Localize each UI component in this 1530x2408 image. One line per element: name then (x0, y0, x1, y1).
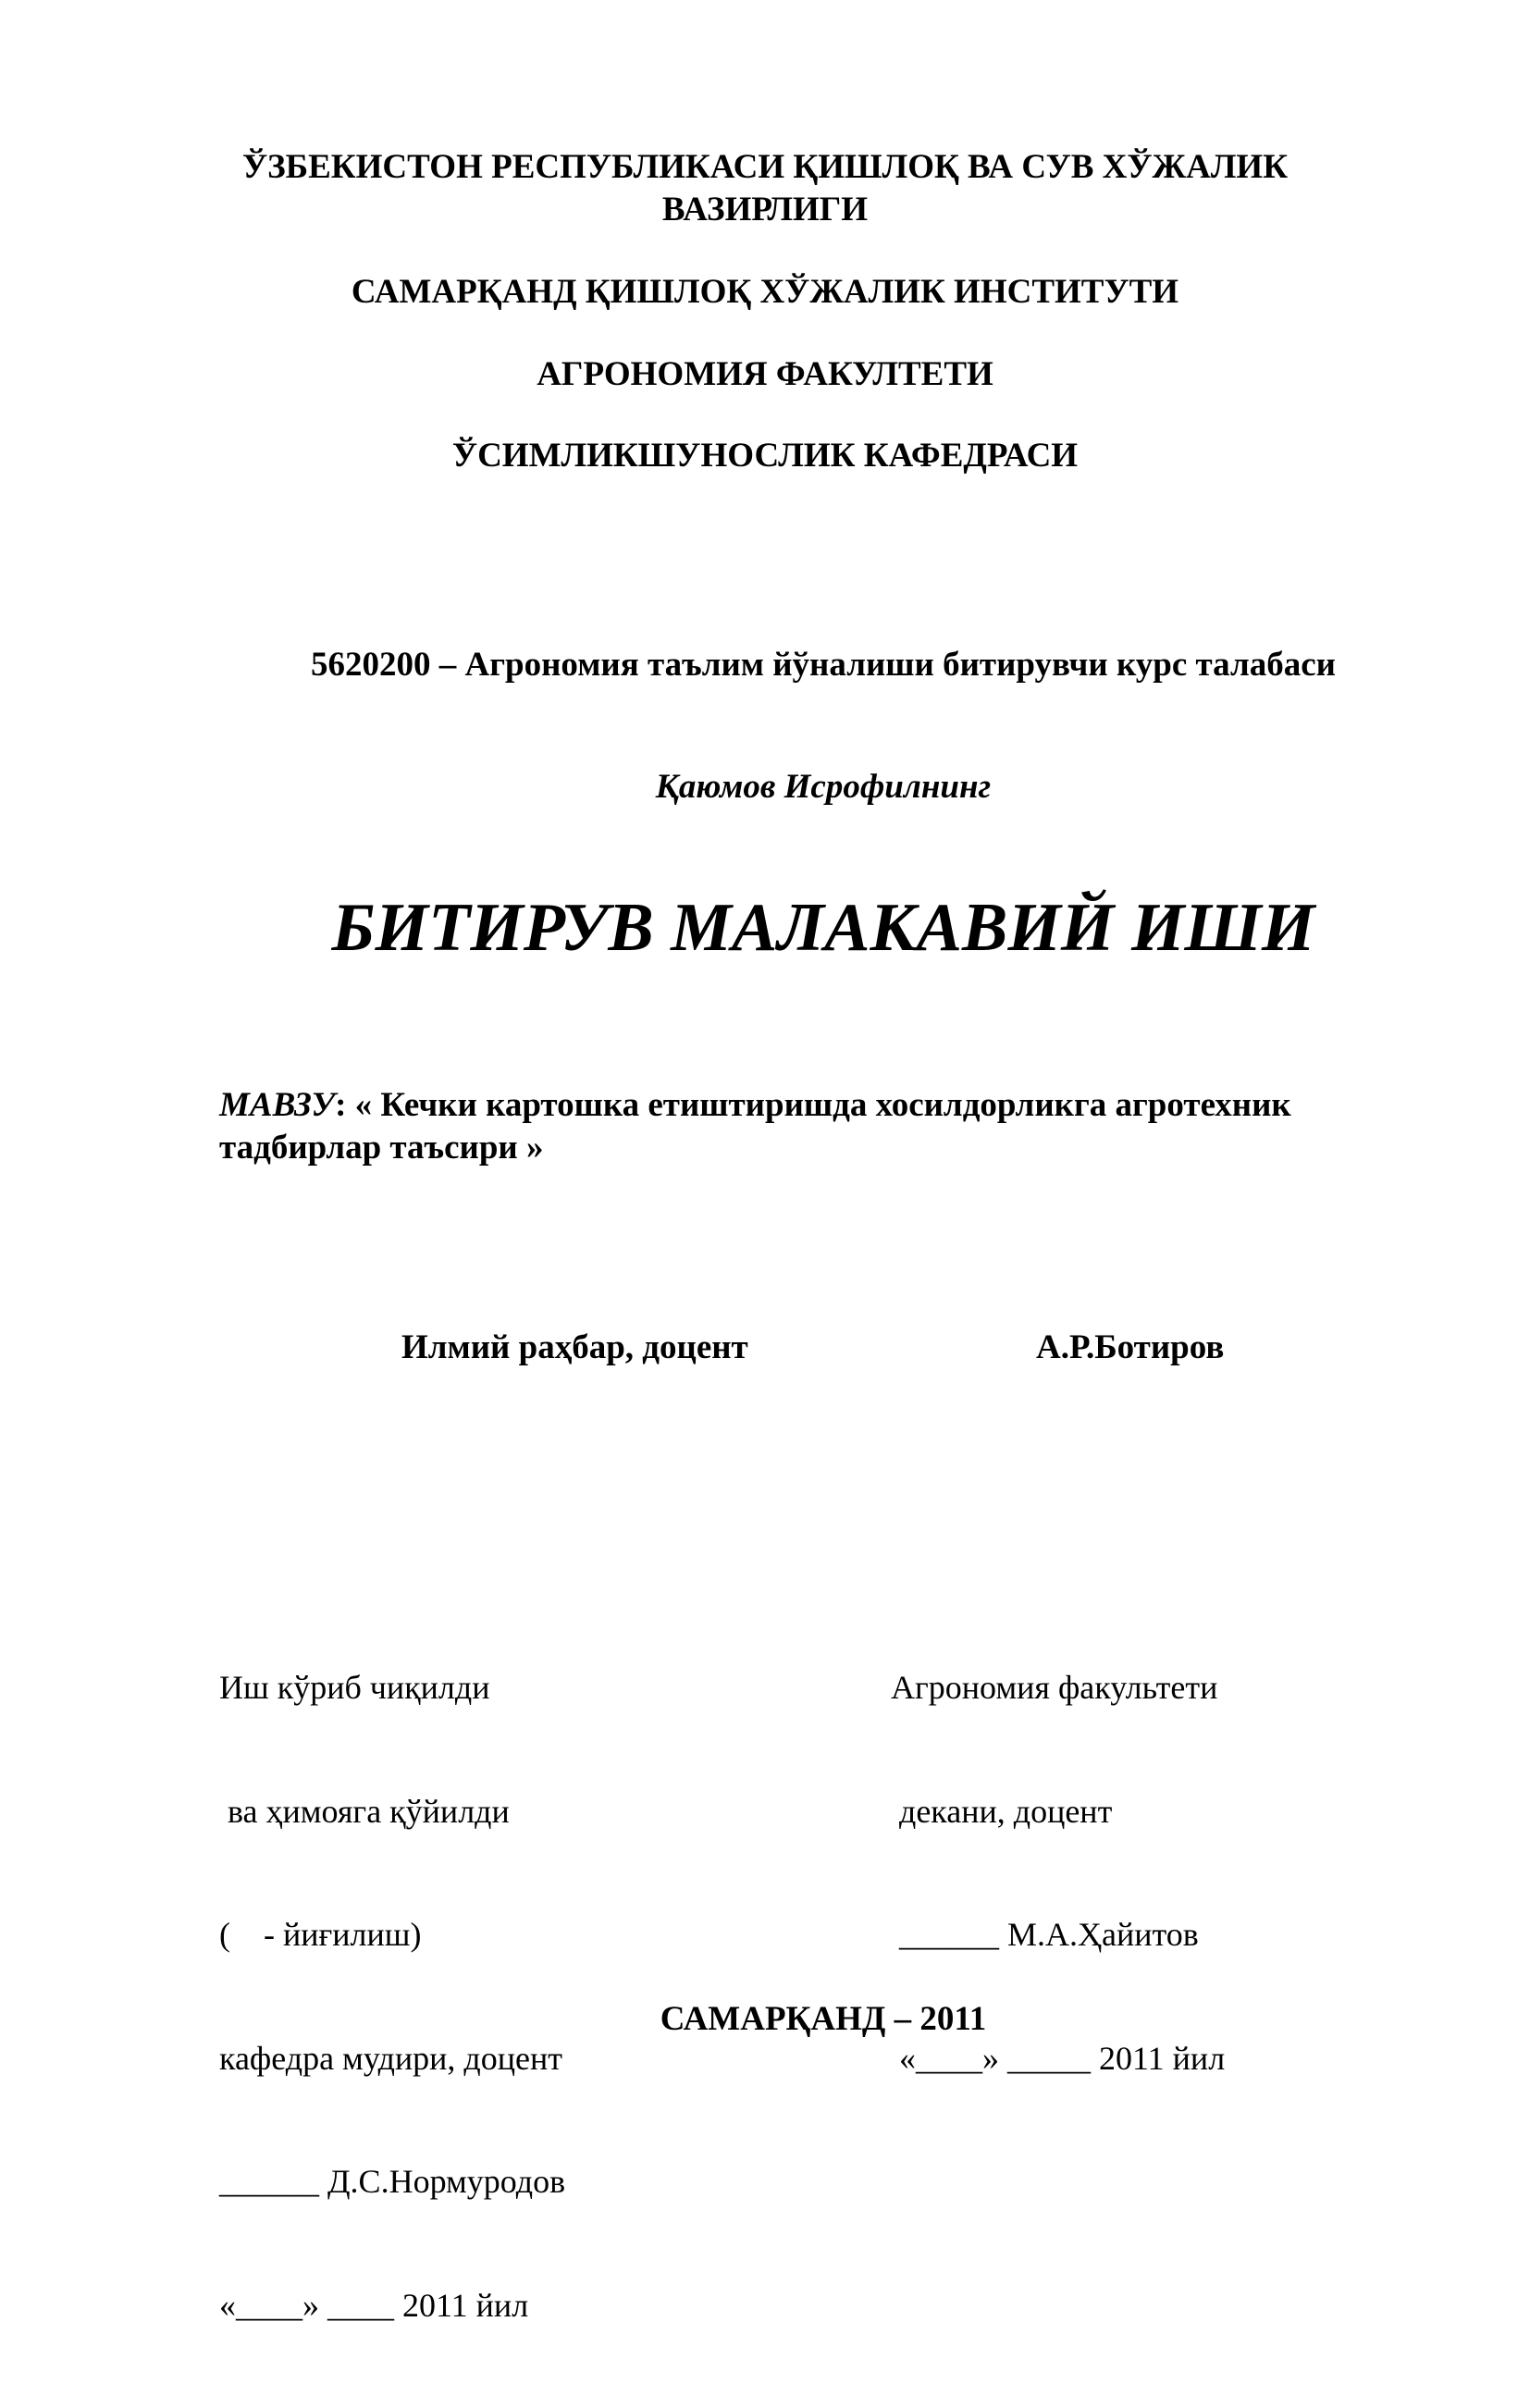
approval-line: «____» ____ 2011 йил (219, 2286, 529, 2324)
department-heading: ЎСИМЛИКШУНОСЛИК КАФЕДРАСИ (451, 437, 1079, 475)
study-direction: 5620200 – Агрономия таълим йўналиши битирувчи курс талабаси (311, 646, 1336, 684)
institute-heading: САМАРҚАНД ҚИШЛОҚ ХЎЖАЛИК ИНСТИТУТИ (351, 273, 1179, 311)
approval-line: ______ Д.С.Нормуродов (219, 2163, 566, 2200)
approval-line: кафедра мудири, доцент (219, 2039, 562, 2077)
dean-line: ______ М.А.Ҳайитов (891, 1916, 1199, 1953)
city-year-footer: САМАРҚАНД – 2011 (660, 2000, 987, 2038)
topic-paragraph (219, 1084, 1422, 1169)
ministry-line-2: ВАЗИРЛИГИ (661, 191, 869, 228)
department-approval-block (219, 1585, 565, 2408)
approval-line: ( - йиғилиш) (219, 1916, 422, 1953)
student-name: Қаюмов Исрофилнинг (655, 768, 992, 806)
dean-line: Агрономия факультети (891, 1669, 1218, 1706)
approval-line: Иш кўриб чиқилди (219, 1669, 490, 1706)
approval-line: ва ҳимояга қўйилди (219, 1792, 510, 1830)
work-title: БИТИРУВ МАЛАКАВИЙ ИШИ (331, 890, 1315, 966)
supervisor-role: Илмий раҳбар, доцент (401, 1328, 748, 1366)
ministry-heading (0, 146, 1530, 231)
dean-approval-block (891, 1585, 1225, 2161)
supervisor-name: А.Р.Ботиров (1036, 1328, 1225, 1366)
dean-line: декани, доцент (891, 1792, 1113, 1830)
faculty-heading: АГРОНОМИЯ ФАКУЛТЕТИ (537, 355, 993, 393)
topic-label: МАВЗУ (219, 1086, 336, 1124)
topic-text: : « Кечки картошка етиштиришда хосилдорликга агротехник тадбирлар таъсири » (219, 1086, 1291, 1167)
dean-line: «____» _____ 2011 йил (891, 2039, 1226, 2077)
ministry-line-1: ЎЗБЕКИСТОН РЕСПУБЛИКАСИ ҚИШЛОҚ ВА СУВ ХЎЖАЛИК (241, 148, 1289, 186)
